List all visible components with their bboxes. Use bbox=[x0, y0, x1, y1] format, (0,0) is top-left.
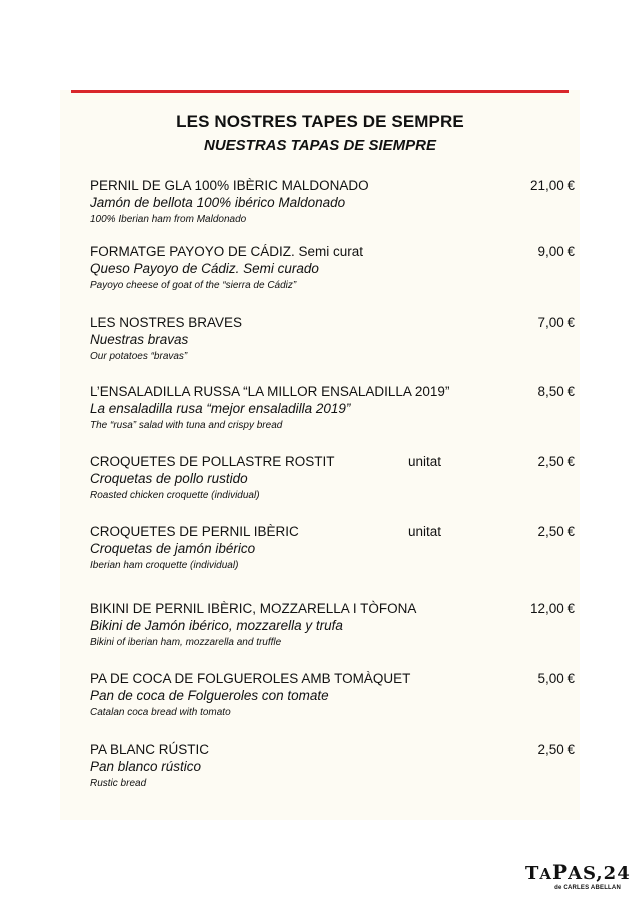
menu-item-cheese bbox=[90, 243, 575, 293]
item-name-catalan: BIKINI DE PERNIL IBÈRIC, MOZZARELLA I TÒFONA bbox=[90, 601, 417, 616]
menu-item-bravas bbox=[90, 314, 575, 364]
item-name-catalan: CROQUETES DE POLLASTRE ROSTIT bbox=[90, 454, 335, 469]
item-name-english: 100% Iberian ham from Maldonado bbox=[90, 214, 247, 225]
item-name-catalan: PERNIL DE GLA 100% IBÈRIC MALDONADO bbox=[90, 178, 369, 193]
tapas24-logo bbox=[525, 860, 631, 892]
item-price: 7,00 € bbox=[537, 315, 575, 330]
menu-item-bikini bbox=[90, 600, 575, 650]
item-name-spanish: Pan de coca de Folgueroles con tomate bbox=[90, 688, 329, 703]
item-name-spanish: Pan blanco rústico bbox=[90, 759, 202, 774]
item-price: 12,00 € bbox=[529, 601, 575, 616]
logo-letter-a: A bbox=[539, 865, 553, 883]
logo-letter-t: T bbox=[525, 863, 540, 884]
item-name-spanish: Croquetas de pollo rustido bbox=[90, 471, 248, 486]
item-price: 8,50 € bbox=[537, 384, 575, 399]
item-name-catalan: PA BLANC RÚSTIC bbox=[90, 742, 210, 757]
item-price: 9,00 € bbox=[537, 244, 575, 259]
item-name-english: The “rusa” salad with tuna and crispy bread bbox=[90, 420, 283, 431]
item-name-spanish: Croquetas de jamón ibérico bbox=[90, 541, 256, 556]
menu-item-ham-croquette bbox=[90, 523, 575, 573]
logo-subtitle: de CARLES ABELLAN bbox=[554, 885, 621, 891]
item-name-catalan: LES NOSTRES BRAVES bbox=[90, 315, 243, 330]
logo-wordmark bbox=[525, 860, 631, 884]
menu-item-coca-bread bbox=[90, 670, 575, 720]
item-unit: unitat bbox=[408, 524, 442, 539]
item-name-spanish: Nuestras bravas bbox=[90, 332, 189, 347]
item-price: 21,00 € bbox=[529, 178, 575, 193]
item-price: 5,00 € bbox=[537, 671, 575, 686]
menu-item-white-bread bbox=[90, 741, 575, 791]
item-name-spanish: Jamón de bellota 100% ibérico Maldonado bbox=[90, 195, 346, 210]
item-price: 2,50 € bbox=[537, 742, 575, 757]
item-name-english: Iberian ham croquette (individual) bbox=[90, 560, 239, 571]
item-name-english: Rustic bread bbox=[90, 778, 147, 789]
logo-rest: AS,24 bbox=[568, 863, 631, 884]
item-name-catalan: PA DE COCA DE FOLGUEROLES AMB TOMÀQUET bbox=[90, 671, 411, 686]
item-name-catalan: L’ENSALADILLA RUSSA “LA MILLOR ENSALADILLA 2019” bbox=[90, 384, 450, 399]
menu-title-spanish: NUESTRAS TAPAS DE SIEMPRE bbox=[204, 137, 436, 154]
top-divider bbox=[71, 90, 569, 93]
item-name-english: Payoyo cheese of goat of the “sierra de Cádiz” bbox=[90, 280, 297, 291]
item-price: 2,50 € bbox=[537, 524, 575, 539]
menu-title-catalan: LES NOSTRES TAPES DE SEMPRE bbox=[176, 112, 464, 131]
item-name-catalan: CROQUETES DE PERNIL IBÈRIC bbox=[90, 524, 299, 539]
menu-item-ham bbox=[90, 177, 575, 227]
item-name-english: Catalan coca bread with tomato bbox=[90, 707, 231, 718]
item-name-spanish: Queso Payoyo de Cádiz. Semi curado bbox=[90, 261, 319, 276]
item-name-spanish: La ensaladilla rusa “mejor ensaladilla 2019” bbox=[90, 401, 351, 416]
item-name-english: Our potatoes “bravas” bbox=[90, 351, 188, 362]
item-price: 2,50 € bbox=[537, 454, 575, 469]
logo-letter-p: P bbox=[552, 860, 569, 884]
menu-item-chicken-croquette bbox=[90, 453, 575, 503]
item-name-english: Bikini of iberian ham, mozzarella and truffle bbox=[90, 637, 282, 648]
menu-item-ensaladilla bbox=[90, 383, 575, 433]
item-name-catalan: FORMATGE PAYOYO DE CÁDIZ. Semi curat bbox=[90, 244, 364, 259]
item-name-spanish: Bikini de Jamón ibérico, mozzarella y trufa bbox=[90, 618, 343, 633]
item-unit: unitat bbox=[408, 454, 442, 469]
item-name-english: Roasted chicken croquette (individual) bbox=[90, 490, 260, 501]
